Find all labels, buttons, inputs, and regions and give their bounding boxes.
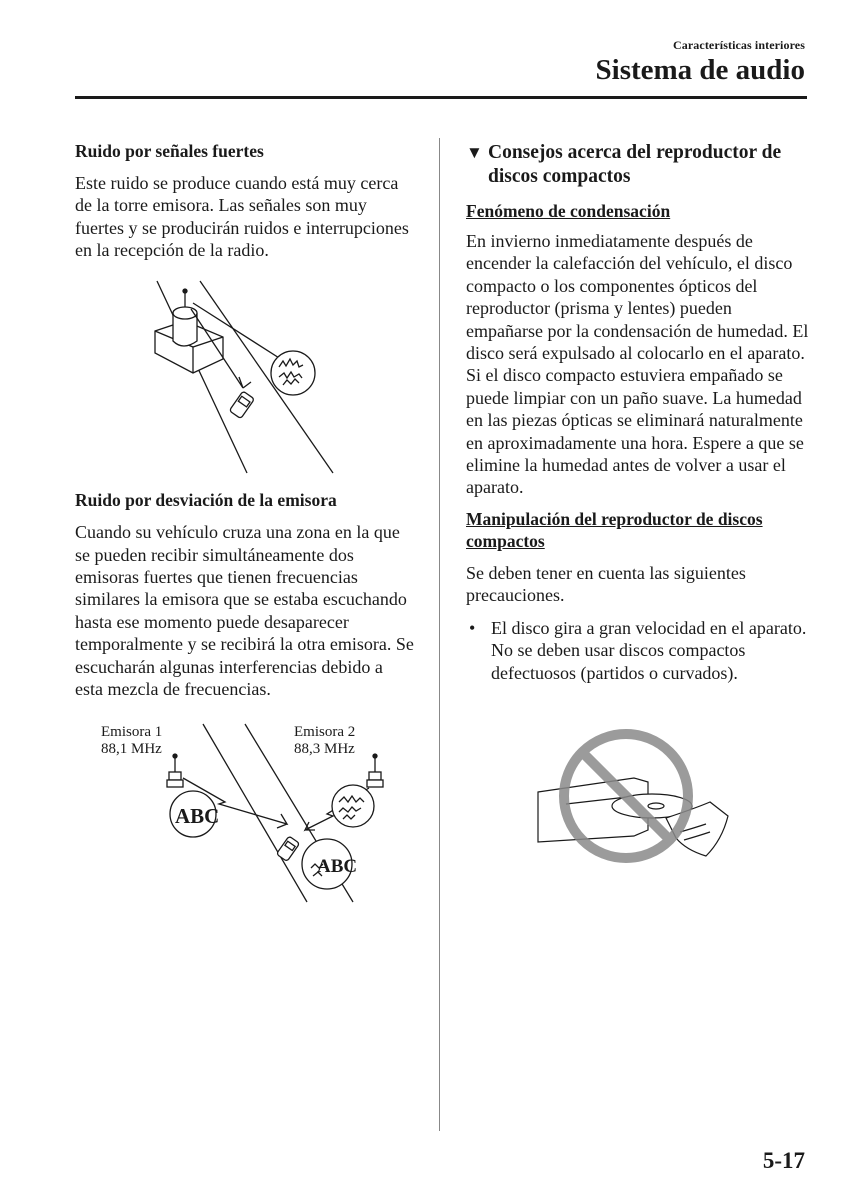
bullet-text: El disco gira a gran velocidad en el aparato. No se deben usar discos compactos defectuosos (partidos o curvados). [491, 617, 807, 683]
column-divider [439, 138, 440, 1131]
page-number: 5-17 [762, 1148, 805, 1173]
station-2-frequency: 88,3 MHz [294, 741, 355, 758]
paragraph-strong-signal-noise: Este ruido se produce cuando está muy cerca de la torre emisora. Las señales son muy fuertes y se producirán ruidos e interrupciones en la recepción de la radio. [75, 172, 409, 260]
station-1-label: Emisora 1 [101, 724, 163, 741]
right-column [466, 140, 811, 880]
road-line-left [157, 281, 247, 473]
car-icon [276, 836, 299, 861]
bullet-dot-icon: • [469, 617, 476, 638]
paragraph-station-drift-noise: Cuando su vehículo cruza una zona en la que se pueden recibir simultáneamente dos emisoras fuertes que tienen frecuencias similares la emisora que se estaba escuchando hasta ese momento puede desaparecer temporalmente y se recibirá la otra emisora. Se escucharán algunas interferencias debido a esta mezcla de frecuencias. [75, 522, 414, 699]
station-1-audio-text: ABC [175, 804, 220, 829]
antenna-tip-icon [183, 289, 187, 293]
header-section-label: Características interiores [673, 38, 805, 52]
station-1-frequency: 88,1 MHz [101, 741, 162, 758]
section-heading-text: Consejos acerca del reproductor de discos compactos [488, 142, 782, 187]
section-heading-cd-tips [466, 141, 811, 189]
station-2-label: Emisora 2 [294, 724, 356, 741]
station-2-tower-icon [367, 754, 383, 787]
static-audio-bubble [332, 785, 374, 827]
noise-badge-icon [271, 351, 315, 395]
car-icon [229, 391, 254, 419]
figure-transmission-tower [75, 273, 415, 483]
figure-damaged-disc-prohibited [466, 720, 811, 880]
page-title: Sistema de audio [595, 54, 805, 86]
section-triangle-icon: ▼ [466, 143, 483, 162]
station-1-tower-icon [167, 754, 183, 787]
bullet-item [466, 617, 811, 684]
subheading-cd-handling: Manipulación del reproductor de discos compactos [466, 508, 763, 551]
left-column [75, 140, 415, 906]
subheading-strong-signal-noise: Ruido por señales fuertes [75, 141, 264, 161]
paragraph-condensation: En invierno inmediatamente después de encender la calefacción del vehículo, el disco compacto o los componentes ópticos del reproductor (prisma y lentes) pueden empañarse por la condensación de humedad. El disco será expulsado al colocarlo en el aparato. Si el disco compacto estuviera empañado se puede limpiar con un paño suave. La humedad en las piezas ópticas se eliminará naturalmente en aproximadamente una hora. Espere a que se elimine la humedad antes de volver a usar el aparato. [466, 231, 809, 498]
paragraph-precautions: Se deben tener en cuenta las siguientes precauciones. [466, 562, 746, 606]
figure-two-stations [75, 706, 415, 906]
header-rule [75, 96, 807, 99]
subheading-condensation: Fenómeno de condensación [466, 201, 671, 221]
subheading-station-drift-noise: Ruido por desviación de la emisora [75, 490, 337, 511]
mixed-audio-text: ABC [317, 856, 358, 878]
